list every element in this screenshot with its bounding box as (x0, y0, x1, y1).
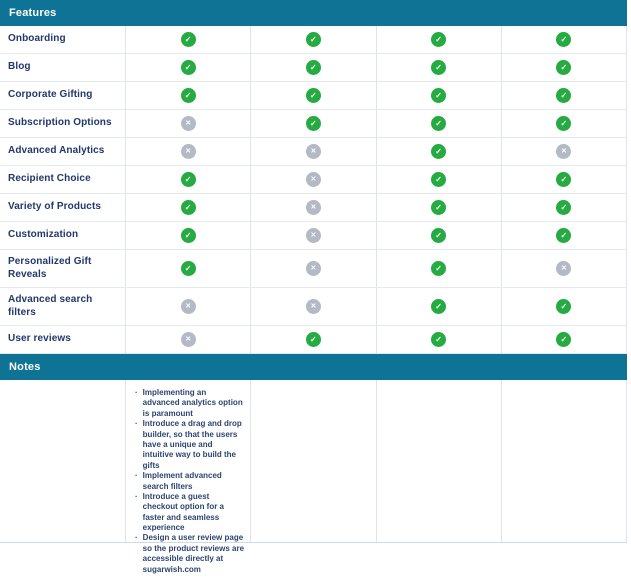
check-icon: ✓ (431, 261, 446, 276)
value-cell (250, 288, 375, 325)
value-cell (250, 54, 375, 81)
value-cell (376, 110, 501, 137)
check-icon: ✓ (181, 32, 196, 47)
value-cell (250, 222, 375, 249)
value-cell (250, 110, 375, 137)
check-icon: ✓ (431, 144, 446, 159)
cross-icon: ✕ (181, 116, 196, 131)
feature-label: Personalized Gift Reveals (8, 256, 92, 280)
check-icon: ✓ (556, 88, 571, 103)
value-cell (125, 166, 250, 193)
notes-row (0, 380, 627, 574)
feature-row (0, 82, 627, 110)
feature-label: Onboarding (8, 33, 66, 45)
value-cell (250, 250, 375, 287)
check-icon: ✓ (181, 261, 196, 276)
notes-value-cell (125, 380, 250, 574)
feature-row (0, 26, 627, 54)
feature-label: Blog (8, 61, 31, 73)
value-cell (125, 222, 250, 249)
check-icon: ✓ (181, 60, 196, 75)
value-cell (376, 250, 501, 287)
value-cell (501, 222, 627, 249)
feature-label: User reviews (8, 333, 71, 345)
value-cell (125, 82, 250, 109)
check-icon: ✓ (306, 60, 321, 75)
check-icon: ✓ (556, 299, 571, 314)
value-cell (125, 326, 250, 353)
features-header-label: Features (9, 7, 57, 19)
cross-icon: ✕ (306, 172, 321, 187)
features-header-band (0, 0, 627, 26)
check-icon: ✓ (556, 200, 571, 215)
notes-header-label: Notes (9, 361, 41, 373)
note-text: Introduce a drag and drop builder, so that the users have a unique and intuitive way to build the gifts (142, 419, 242, 470)
value-cell (501, 54, 627, 81)
feature-row (0, 138, 627, 166)
value-cell (376, 194, 501, 221)
check-icon: ✓ (306, 332, 321, 347)
bullet-icon: · (135, 491, 138, 501)
value-cell (501, 82, 627, 109)
feature-label: Advanced search filters (8, 294, 93, 318)
value-cell (250, 138, 375, 165)
check-icon: ✓ (556, 332, 571, 347)
check-icon: ✓ (181, 172, 196, 187)
value-cell (376, 82, 501, 109)
check-icon: ✓ (431, 228, 446, 243)
note-item (133, 492, 244, 534)
value-cell (250, 26, 375, 53)
note-text: Implement advanced search filters (142, 471, 222, 491)
feature-row (0, 166, 627, 194)
feature-label: Variety of Products (8, 201, 102, 213)
feature-row (0, 326, 627, 354)
feature-row (0, 250, 627, 288)
value-cell (250, 166, 375, 193)
cross-icon: ✕ (556, 144, 571, 159)
value-cell (501, 26, 627, 53)
feature-label: Customization (8, 229, 79, 241)
cross-icon: ✕ (181, 144, 196, 159)
value-cell (501, 250, 627, 287)
feature-row (0, 54, 627, 82)
feature-rows-container (0, 26, 627, 354)
notes-list (126, 380, 250, 581)
notes-label-cell-empty (0, 380, 125, 542)
value-cell (501, 110, 627, 137)
notes-value-cell (501, 380, 627, 542)
bullet-icon: · (135, 419, 138, 429)
check-icon: ✓ (431, 172, 446, 187)
check-icon: ✓ (556, 228, 571, 243)
value-cell (376, 288, 501, 325)
feature-row (0, 194, 627, 222)
value-cell (250, 194, 375, 221)
cross-icon: ✕ (306, 299, 321, 314)
note-text: Design a user review page so the product reviews are accessible directly at sugarwish.com (142, 533, 245, 574)
check-icon: ✓ (556, 32, 571, 47)
check-icon: ✓ (431, 299, 446, 314)
check-icon: ✓ (181, 228, 196, 243)
check-icon: ✓ (556, 172, 571, 187)
check-icon: ✓ (431, 88, 446, 103)
cross-icon: ✕ (306, 144, 321, 159)
value-cell (501, 326, 627, 353)
value-cell (125, 250, 250, 287)
note-text: Introduce a guest checkout option for a faster and seamless experience (142, 491, 225, 533)
value-cell (376, 326, 501, 353)
check-icon: ✓ (181, 200, 196, 215)
value-cell (125, 288, 250, 325)
check-icon: ✓ (431, 60, 446, 75)
feature-row (0, 110, 627, 138)
note-item (133, 533, 244, 575)
value-cell (501, 288, 627, 325)
check-icon: ✓ (306, 88, 321, 103)
value-cell (376, 26, 501, 53)
check-icon: ✓ (556, 60, 571, 75)
check-icon: ✓ (181, 88, 196, 103)
value-cell (376, 222, 501, 249)
cross-icon: ✕ (181, 299, 196, 314)
check-icon: ✓ (431, 32, 446, 47)
bullet-icon: · (135, 388, 138, 397)
feature-label: Corporate Gifting (8, 89, 93, 101)
cross-icon: ✕ (181, 332, 196, 347)
value-cell (501, 194, 627, 221)
value-cell (501, 138, 627, 165)
feature-row (0, 222, 627, 250)
value-cell (125, 26, 250, 53)
cross-icon: ✕ (306, 200, 321, 215)
check-icon: ✓ (306, 32, 321, 47)
value-cell (125, 138, 250, 165)
note-item (133, 388, 244, 419)
note-item (133, 419, 244, 471)
value-cell (376, 166, 501, 193)
note-item (133, 471, 244, 492)
feature-row (0, 288, 627, 326)
note-text: Implementing an advanced analytics option is paramount (142, 388, 243, 418)
cross-icon: ✕ (306, 228, 321, 243)
value-cell (250, 326, 375, 353)
value-cell (501, 166, 627, 193)
feature-label: Subscription Options (8, 117, 112, 129)
check-icon: ✓ (431, 332, 446, 347)
bullet-icon: · (135, 533, 138, 543)
feature-label: Recipient Choice (8, 173, 91, 185)
notes-value-cell (250, 380, 375, 542)
value-cell (125, 54, 250, 81)
value-cell (250, 82, 375, 109)
notes-value-cell (376, 380, 501, 542)
bullet-icon: · (135, 471, 138, 481)
value-cell (125, 110, 250, 137)
notes-header-band (0, 354, 627, 380)
value-cell (376, 138, 501, 165)
value-cell (376, 54, 501, 81)
cross-icon: ✕ (306, 261, 321, 276)
check-icon: ✓ (431, 116, 446, 131)
check-icon: ✓ (306, 116, 321, 131)
check-icon: ✓ (431, 200, 446, 215)
check-icon: ✓ (556, 116, 571, 131)
cross-icon: ✕ (556, 261, 571, 276)
value-cell (125, 194, 250, 221)
feature-label: Advanced Analytics (8, 145, 105, 157)
